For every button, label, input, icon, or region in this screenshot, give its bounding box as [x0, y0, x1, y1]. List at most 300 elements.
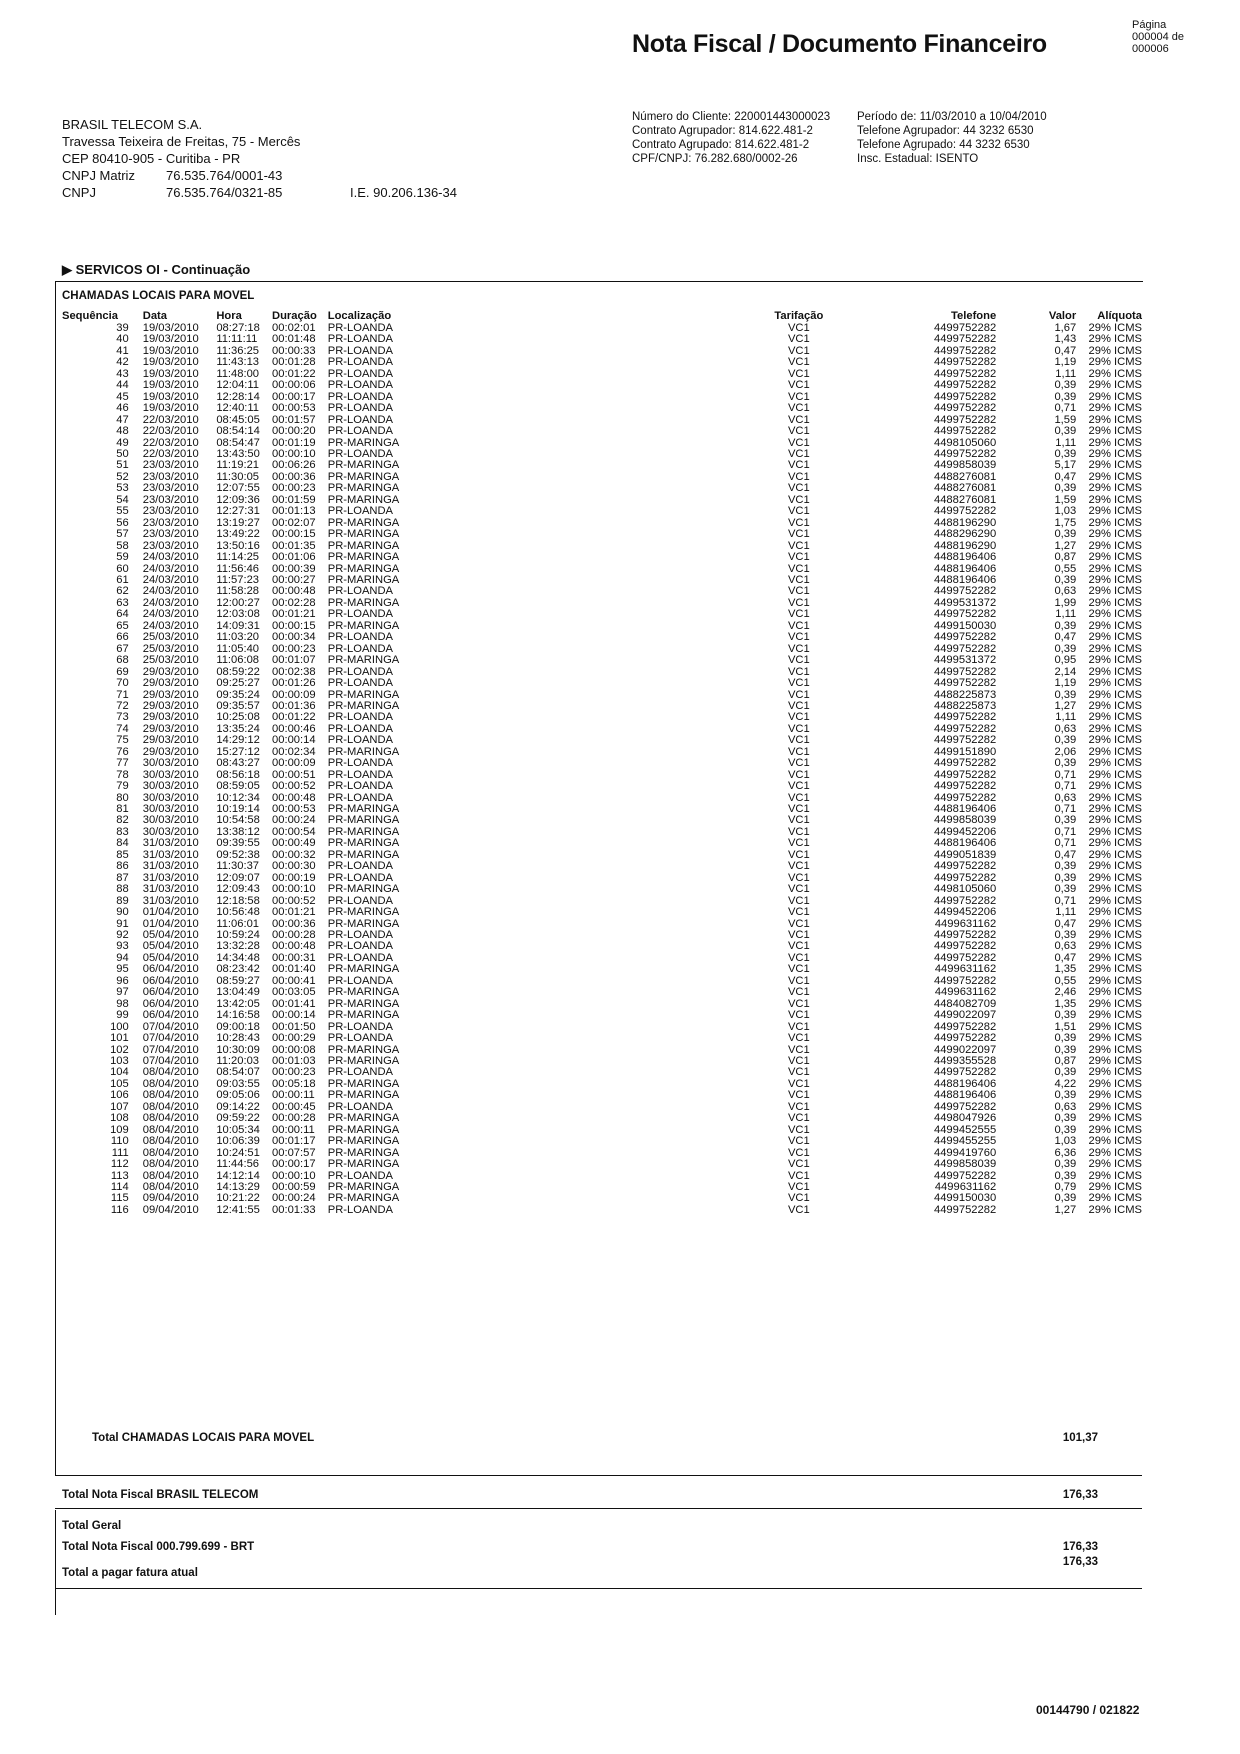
- table-row: [62, 632, 1142, 643]
- row-value: 0,71: [1054, 768, 1077, 781]
- row-value: 1,27: [1054, 1203, 1077, 1216]
- row-date: 08/04/2010: [142, 1123, 199, 1136]
- row-phone: 4499752282: [933, 1032, 997, 1045]
- row-rate: 29% ICMS: [1088, 642, 1142, 655]
- cnpj-row: [62, 184, 457, 201]
- row-rate: 29% ICMS: [1088, 470, 1142, 483]
- row-duration: 00:00:20: [272, 425, 316, 438]
- row-time: 09:52:38: [216, 848, 260, 861]
- row-time: 10:19:14: [216, 803, 260, 816]
- row-duration: 00:00:46: [272, 722, 316, 735]
- row-location: PR-LOANDA: [327, 768, 394, 781]
- row-duration: 00:00:49: [272, 837, 316, 850]
- row-time: 09:25:27: [216, 677, 260, 690]
- row-location: PR-MARINGA: [327, 1146, 400, 1159]
- row-date: 19/03/2010: [142, 356, 199, 369]
- row-location: PR-MARINGA: [327, 1077, 400, 1090]
- row-time: 10:30:09: [216, 1043, 260, 1056]
- row-value: 1,27: [1054, 699, 1077, 712]
- row-duration: 00:00:53: [272, 402, 316, 415]
- row-tariff: VC1: [787, 402, 810, 415]
- row-value: 0,39: [1054, 1032, 1077, 1045]
- row-sequence: 92: [116, 929, 129, 942]
- row-time: 11:43:13: [216, 356, 260, 369]
- row-location: PR-LOANDA: [327, 722, 394, 735]
- row-phone: 4499752282: [933, 951, 997, 964]
- row-duration: 00:00:30: [272, 860, 316, 873]
- row-tariff: VC1: [787, 1100, 810, 1113]
- row-phone: 4499752282: [933, 757, 997, 770]
- row-phone: 4499752282: [933, 734, 997, 747]
- row-time: 11:30:37: [216, 860, 260, 873]
- row-rate: 29% ICMS: [1088, 1192, 1142, 1205]
- row-value: 0,39: [1054, 379, 1077, 392]
- row-location: PR-MARINGA: [327, 1043, 400, 1056]
- row-value: 0,39: [1054, 757, 1077, 770]
- row-time: 14:16:58: [216, 1009, 260, 1022]
- divider: [55, 1508, 1142, 1509]
- row-phone: 4499752282: [933, 1203, 997, 1216]
- row-time: 11:06:01: [216, 917, 260, 930]
- row-date: 24/03/2010: [142, 551, 199, 564]
- row-location: PR-MARINGA: [327, 1009, 400, 1022]
- row-value: 0,71: [1054, 837, 1077, 850]
- table-row: [62, 380, 1142, 391]
- row-rate: 29% ICMS: [1088, 677, 1142, 690]
- row-value: 0,39: [1054, 447, 1077, 460]
- row-sequence: 112: [110, 1158, 129, 1171]
- row-tariff: VC1: [787, 596, 810, 609]
- cnpj-matriz-value: 76.535.764/0001-43: [166, 168, 283, 183]
- row-tariff: VC1: [787, 1146, 810, 1159]
- row-tariff: VC1: [787, 390, 810, 403]
- row-sequence: 76: [116, 745, 129, 758]
- row-duration: 00:00:17: [272, 390, 316, 403]
- row-sequence: 88: [116, 883, 129, 896]
- row-rate: 29% ICMS: [1088, 436, 1142, 449]
- row-rate: 29% ICMS: [1088, 539, 1142, 552]
- row-time: 08:27:18: [216, 322, 260, 334]
- row-location: PR-LOANDA: [327, 791, 394, 804]
- row-date: 09/04/2010: [142, 1192, 199, 1205]
- row-time: 13:49:22: [216, 528, 260, 541]
- row-rate: 29% ICMS: [1088, 459, 1142, 472]
- row-duration: 00:00:14: [272, 1009, 316, 1022]
- row-duration: 00:00:08: [272, 1043, 316, 1056]
- row-phone: 4499419760: [933, 1146, 997, 1159]
- row-phone: 4499752282: [933, 356, 997, 369]
- row-location: PR-MARINGA: [327, 573, 400, 586]
- header-tariff: Tarifação: [774, 310, 824, 322]
- row-duration: 00:00:52: [272, 894, 316, 907]
- row-rate: 29% ICMS: [1088, 413, 1142, 426]
- row-tariff: VC1: [787, 745, 810, 758]
- row-location: PR-MARINGA: [327, 493, 400, 506]
- row-sequence: 40: [116, 333, 129, 346]
- row-date: 25/03/2010: [142, 654, 199, 667]
- row-sequence: 100: [110, 1020, 129, 1033]
- row-location: PR-MARINGA: [327, 1123, 400, 1136]
- row-duration: 00:00:15: [272, 528, 316, 541]
- row-duration: 00:01:41: [272, 997, 316, 1010]
- row-tariff: VC1: [787, 871, 810, 884]
- row-value: 1,59: [1054, 413, 1077, 426]
- row-value: 0,39: [1054, 425, 1077, 438]
- row-sequence: 45: [116, 390, 129, 403]
- row-time: 11:58:28: [216, 585, 260, 598]
- row-date: 31/03/2010: [142, 894, 199, 907]
- row-location: PR-MARINGA: [327, 837, 400, 850]
- row-time: 13:32:28: [216, 940, 260, 953]
- row-date: 29/03/2010: [142, 722, 199, 735]
- row-time: 08:54:07: [216, 1066, 260, 1079]
- row-time: 09:14:22: [216, 1100, 260, 1113]
- client-col-left: [632, 110, 857, 166]
- row-phone: 4499752282: [933, 379, 997, 392]
- row-date: 01/04/2010: [142, 917, 199, 930]
- row-rate: 29% ICMS: [1088, 974, 1142, 987]
- row-time: 13:50:16: [216, 539, 260, 552]
- row-tariff: VC1: [787, 803, 810, 816]
- row-phone: 4488196406: [933, 1077, 997, 1090]
- row-duration: 00:00:36: [272, 470, 316, 483]
- row-tariff: VC1: [787, 516, 810, 529]
- row-rate: 29% ICMS: [1088, 1043, 1142, 1056]
- row-location: PR-LOANDA: [327, 333, 394, 346]
- row-value: 6,36: [1054, 1146, 1077, 1159]
- row-date: 24/03/2010: [142, 596, 199, 609]
- row-rate: 29% ICMS: [1088, 631, 1142, 644]
- row-rate: 29% ICMS: [1088, 596, 1142, 609]
- row-duration: 00:01:40: [272, 963, 316, 976]
- row-time: 08:54:47: [216, 436, 260, 449]
- row-time: 12:41:55: [216, 1203, 260, 1216]
- row-duration: 00:01:57: [272, 413, 316, 426]
- row-tariff: VC1: [787, 677, 810, 690]
- row-tariff: VC1: [787, 1032, 810, 1045]
- row-value: 0,39: [1054, 688, 1077, 701]
- row-time: 09:00:18: [216, 1020, 260, 1033]
- row-phone: 4499752282: [933, 665, 997, 678]
- row-tariff: VC1: [787, 379, 810, 392]
- row-phone: 4499051839: [933, 848, 997, 861]
- row-date: 30/03/2010: [142, 803, 199, 816]
- row-location: PR-LOANDA: [327, 951, 394, 964]
- row-time: 12:04:11: [216, 379, 260, 392]
- row-duration: 00:01:06: [272, 551, 316, 564]
- row-phone: 4499752282: [933, 631, 997, 644]
- row-value: 0,39: [1054, 573, 1077, 586]
- client-info: [632, 110, 1047, 166]
- row-date: 08/04/2010: [142, 1180, 199, 1193]
- row-tariff: VC1: [787, 883, 810, 896]
- row-rate: 29% ICMS: [1088, 803, 1142, 816]
- document-title: Nota Fiscal / Documento Financeiro: [632, 30, 1047, 58]
- row-duration: 00:00:48: [272, 791, 316, 804]
- row-date: 23/03/2010: [142, 470, 199, 483]
- row-value: 0,79: [1054, 1180, 1077, 1193]
- row-tariff: VC1: [787, 493, 810, 506]
- company-name: BRASIL TELECOM S.A.: [62, 117, 203, 132]
- row-duration: 00:01:28: [272, 356, 316, 369]
- row-duration: 00:02:28: [272, 596, 316, 609]
- row-location: PR-LOANDA: [327, 1032, 394, 1045]
- row-date: 29/03/2010: [142, 688, 199, 701]
- row-rate: 29% ICMS: [1088, 745, 1142, 758]
- row-location: PR-MARINGA: [327, 1158, 400, 1171]
- row-value: 1,51: [1054, 1020, 1077, 1033]
- row-sequence: 66: [116, 631, 129, 644]
- row-phone: 4499752282: [933, 677, 997, 690]
- row-duration: 00:00:31: [272, 951, 316, 964]
- table-row: [62, 655, 1142, 666]
- row-sequence: 58: [116, 539, 129, 552]
- row-phone: 4484082709: [933, 997, 997, 1010]
- row-value: 0,55: [1054, 562, 1077, 575]
- table-row: [62, 1205, 1142, 1216]
- row-date: 23/03/2010: [142, 459, 199, 472]
- row-location: PR-MARINGA: [327, 1055, 400, 1067]
- row-value: 0,95: [1054, 654, 1077, 667]
- row-phone: 4499752282: [933, 871, 997, 884]
- row-location: PR-MARINGA: [327, 848, 400, 861]
- row-duration: 00:01:07: [272, 654, 316, 667]
- table-row: [62, 403, 1142, 414]
- row-sequence: 110: [110, 1135, 129, 1148]
- row-phone: 4488196406: [933, 803, 997, 816]
- row-date: 24/03/2010: [142, 619, 199, 632]
- contrato-agrupado: Contrato Agrupado: 814.622.481-2: [632, 139, 810, 151]
- row-phone: 4499452206: [933, 906, 997, 919]
- table-row: [62, 506, 1142, 517]
- row-tariff: VC1: [787, 1112, 810, 1125]
- row-date: 30/03/2010: [142, 768, 199, 781]
- row-duration: 00:00:23: [272, 642, 316, 655]
- row-date: 23/03/2010: [142, 493, 199, 506]
- row-sequence: 107: [110, 1100, 129, 1113]
- row-phone: 4499752282: [933, 642, 997, 655]
- row-location: PR-LOANDA: [327, 367, 394, 380]
- header-location: Localização: [327, 310, 392, 322]
- row-date: 23/03/2010: [142, 482, 199, 495]
- row-date: 22/03/2010: [142, 436, 199, 449]
- row-location: PR-MARINGA: [327, 1192, 400, 1205]
- row-date: 06/04/2010: [142, 974, 199, 987]
- row-sequence: 113: [110, 1169, 129, 1182]
- row-rate: 29% ICMS: [1088, 1146, 1142, 1159]
- row-tariff: VC1: [787, 322, 810, 334]
- row-duration: 00:00:11: [272, 1089, 315, 1102]
- row-location: PR-LOANDA: [327, 390, 394, 403]
- row-location: PR-LOANDA: [327, 631, 394, 644]
- row-date: 08/04/2010: [142, 1100, 199, 1113]
- row-date: 07/04/2010: [142, 1020, 199, 1033]
- row-phone: 4499151890: [933, 745, 997, 758]
- row-duration: 00:03:05: [272, 986, 316, 999]
- row-value: 0,71: [1054, 402, 1077, 415]
- row-location: PR-MARINGA: [327, 745, 400, 758]
- row-phone: 4499752282: [933, 711, 997, 724]
- row-phone: 4499752282: [933, 322, 997, 334]
- row-time: 11:56:46: [216, 562, 260, 575]
- row-sequence: 108: [110, 1112, 129, 1125]
- row-sequence: 46: [116, 402, 129, 415]
- row-sequence: 87: [116, 871, 129, 884]
- row-sequence: 56: [116, 516, 129, 529]
- row-duration: 00:01:22: [272, 711, 316, 724]
- row-rate: 29% ICMS: [1088, 929, 1142, 942]
- row-rate: 29% ICMS: [1088, 780, 1142, 793]
- row-phone: 4488225873: [933, 688, 997, 701]
- row-phone: 4499752282: [933, 780, 997, 793]
- row-rate: 29% ICMS: [1088, 917, 1142, 930]
- row-value: 0,39: [1054, 1158, 1077, 1171]
- row-tariff: VC1: [787, 608, 810, 621]
- row-sequence: 51: [116, 459, 129, 472]
- row-location: PR-MARINGA: [327, 482, 400, 495]
- row-sequence: 77: [116, 757, 129, 770]
- row-duration: 00:00:41: [272, 974, 316, 987]
- row-tariff: VC1: [787, 642, 810, 655]
- row-date: 25/03/2010: [142, 642, 199, 655]
- row-phone: 4499752282: [933, 425, 997, 438]
- row-sequence: 96: [116, 974, 129, 987]
- table-row: [62, 1010, 1142, 1021]
- row-duration: 00:00:32: [272, 848, 316, 861]
- row-location: PR-LOANDA: [327, 356, 394, 369]
- row-tariff: VC1: [787, 929, 810, 942]
- row-rate: 29% ICMS: [1088, 894, 1142, 907]
- row-location: PR-MARINGA: [327, 883, 400, 896]
- row-date: 29/03/2010: [142, 734, 199, 747]
- row-location: PR-MARINGA: [327, 539, 400, 552]
- row-value: 5,17: [1054, 459, 1077, 472]
- row-sequence: 61: [116, 573, 129, 586]
- row-date: 23/03/2010: [142, 528, 199, 541]
- table-row: [62, 1033, 1142, 1044]
- row-rate: 29% ICMS: [1088, 402, 1142, 415]
- row-tariff: VC1: [787, 573, 810, 586]
- row-rate: 29% ICMS: [1088, 573, 1142, 586]
- row-value: 0,87: [1054, 551, 1077, 564]
- row-tariff: VC1: [787, 791, 810, 804]
- row-duration: 00:05:18: [272, 1077, 316, 1090]
- row-value: 0,71: [1054, 894, 1077, 907]
- row-location: PR-MARINGA: [327, 528, 400, 541]
- row-duration: 00:00:24: [272, 1192, 316, 1205]
- row-location: PR-LOANDA: [327, 1020, 394, 1033]
- subtotal-label: Total CHAMADAS LOCAIS PARA MOVEL: [92, 1432, 315, 1444]
- row-phone: 4499752282: [933, 608, 997, 621]
- row-tariff: VC1: [787, 1180, 810, 1193]
- telefone-agrupador: Telefone Agrupador: 44 3232 6530: [857, 125, 1034, 137]
- table-row: [62, 1136, 1142, 1147]
- row-date: 31/03/2010: [142, 848, 199, 861]
- row-tariff: VC1: [787, 722, 810, 735]
- row-location: PR-LOANDA: [327, 425, 394, 438]
- row-phone: 4499752282: [933, 768, 997, 781]
- row-time: 08:56:18: [216, 768, 260, 781]
- row-time: 11:57:23: [216, 573, 260, 586]
- row-value: 2,06: [1054, 745, 1077, 758]
- row-rate: 29% ICMS: [1088, 333, 1142, 346]
- row-value: 0,39: [1054, 619, 1077, 632]
- header-time: Hora: [216, 310, 242, 322]
- row-sequence: 103: [110, 1055, 129, 1067]
- row-location: PR-LOANDA: [327, 402, 394, 415]
- row-phone: 4499752282: [933, 367, 997, 380]
- row-rate: 29% ICMS: [1088, 699, 1142, 712]
- row-duration: 00:01:35: [272, 539, 316, 552]
- row-rate: 29% ICMS: [1088, 1203, 1142, 1216]
- row-rate: 29% ICMS: [1088, 585, 1142, 598]
- row-duration: 00:00:51: [272, 768, 316, 781]
- row-location: PR-LOANDA: [327, 894, 394, 907]
- row-value: 0,39: [1054, 1112, 1077, 1125]
- row-duration: 00:01:19: [272, 436, 316, 449]
- row-tariff: VC1: [787, 711, 810, 724]
- row-date: 31/03/2010: [142, 883, 199, 896]
- section-title-text: SERVICOS OI - Continuação: [75, 262, 251, 277]
- row-location: PR-LOANDA: [327, 940, 394, 953]
- row-time: 13:35:24: [216, 722, 260, 735]
- row-date: 19/03/2010: [142, 344, 199, 357]
- row-date: 06/04/2010: [142, 1009, 199, 1022]
- row-phone: 4488296290: [933, 528, 997, 541]
- row-time: 14:29:12: [216, 734, 260, 747]
- row-phone: 4499452555: [933, 1123, 997, 1136]
- row-value: 1,11: [1055, 906, 1077, 919]
- row-rate: 29% ICMS: [1088, 940, 1142, 953]
- row-value: 1,35: [1054, 963, 1077, 976]
- row-time: 12:07:55: [216, 482, 260, 495]
- row-phone: 4499150030: [933, 1192, 997, 1205]
- row-phone: 4499752282: [933, 390, 997, 403]
- row-duration: 00:06:26: [272, 459, 316, 472]
- row-phone: 4499752282: [933, 1066, 997, 1079]
- row-tariff: VC1: [787, 757, 810, 770]
- cnpj-matriz-label: CNPJ Matriz: [62, 168, 135, 183]
- nf-total-label: Total Nota Fiscal BRASIL TELECOM: [62, 1489, 259, 1501]
- row-sequence: 55: [116, 505, 129, 518]
- row-value: 2,46: [1054, 986, 1077, 999]
- row-sequence: 44: [116, 379, 129, 392]
- billing-period: Período de: 11/03/2010 a 10/04/2010: [857, 111, 1047, 123]
- row-duration: 00:00:10: [272, 1169, 316, 1182]
- row-rate: 29% ICMS: [1088, 997, 1142, 1010]
- row-sequence: 54: [116, 493, 129, 506]
- row-time: 10:59:24: [216, 929, 260, 942]
- row-value: 0,63: [1054, 940, 1077, 953]
- row-date: 05/04/2010: [142, 929, 199, 942]
- row-tariff: VC1: [787, 699, 810, 712]
- row-location: PR-MARINGA: [327, 596, 400, 609]
- row-sequence: 95: [116, 963, 129, 976]
- row-location: PR-LOANDA: [327, 1100, 394, 1113]
- row-time: 09:35:24: [216, 688, 260, 701]
- row-location: PR-LOANDA: [327, 585, 394, 598]
- row-location: PR-MARINGA: [327, 688, 400, 701]
- row-duration: 00:00:10: [272, 883, 316, 896]
- row-date: 07/04/2010: [142, 1032, 199, 1045]
- row-date: 29/03/2010: [142, 711, 199, 724]
- row-tariff: VC1: [787, 631, 810, 644]
- row-rate: 29% ICMS: [1088, 482, 1142, 495]
- row-date: 05/04/2010: [142, 951, 199, 964]
- row-tariff: VC1: [787, 665, 810, 678]
- row-tariff: VC1: [787, 825, 810, 838]
- row-sequence: 43: [116, 367, 129, 380]
